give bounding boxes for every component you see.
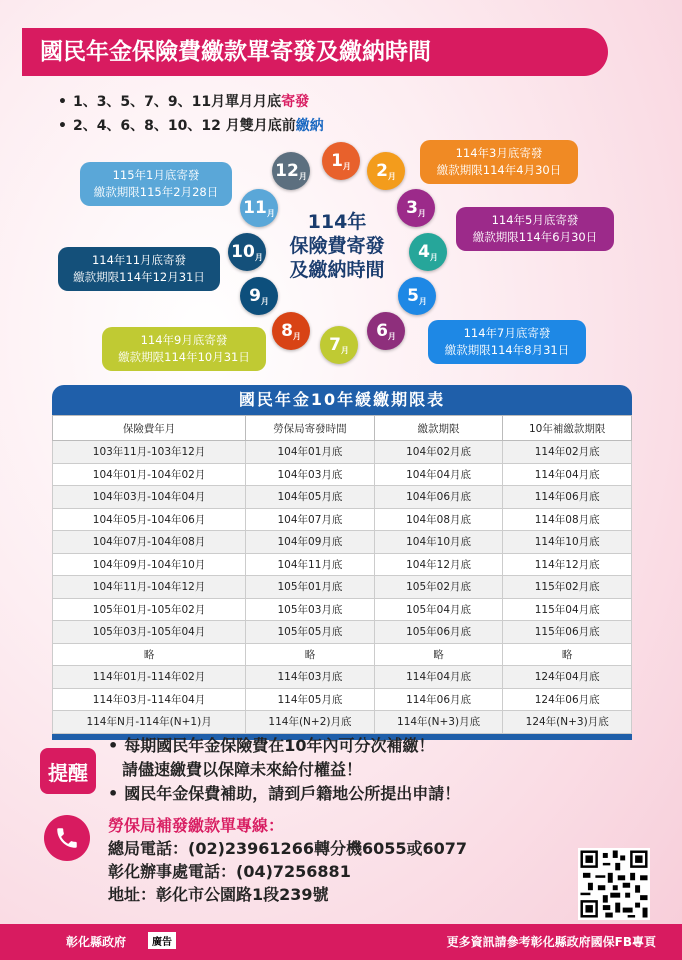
- table-row: [53, 688, 632, 711]
- table-cell: 104年04月底: [374, 463, 503, 486]
- table-row: [53, 643, 632, 666]
- table-title: 國民年金10年緩繳期限表: [52, 385, 632, 415]
- table-cell: 114年01月-114年02月: [53, 666, 246, 689]
- month-5: 5 月: [398, 277, 436, 315]
- table-cell: 略: [374, 643, 503, 666]
- table-cell: 104年03月-104年04月: [53, 486, 246, 509]
- table-cell: 105年04月底: [374, 598, 503, 621]
- remind-badge: 提醒: [40, 748, 96, 794]
- table-cell: 115年04月底: [503, 598, 632, 621]
- table-cell: 114年03月-114年04月: [53, 688, 246, 711]
- table-cell: 114年02月底: [503, 441, 632, 464]
- table-cell: 略: [246, 643, 375, 666]
- hotline-office: 彰化辦事處電話：(04)7256881: [108, 862, 351, 881]
- table-cell: 114年(N+3)月底: [374, 711, 503, 734]
- table-cell: 105年01月-105年02月: [53, 598, 246, 621]
- table-cell: 104年09月底: [246, 531, 375, 554]
- month-6: 6 月: [367, 312, 405, 350]
- table-cell: 114年06月底: [503, 486, 632, 509]
- month-12: 12 月: [272, 152, 310, 190]
- table-row: [53, 666, 632, 689]
- table-row: [53, 711, 632, 734]
- bubble-jul: 114年7月底寄發 繳款期限114年8月31日: [428, 320, 586, 364]
- table-cell: 103年11月-103年12月: [53, 441, 246, 464]
- table-cell: 104年07月底: [246, 508, 375, 531]
- table-row: [53, 531, 632, 554]
- table-row: [53, 553, 632, 576]
- month-10: 10 月: [228, 233, 266, 271]
- month-3: 3 月: [397, 189, 435, 227]
- footer-gov: 彰化縣政府: [66, 935, 127, 949]
- footer-more-link[interactable]: 更多資訊請參考彰化縣政府國保FB專頁: [446, 935, 656, 949]
- table-row: [53, 441, 632, 464]
- table-cell: 114年04月底: [503, 463, 632, 486]
- table-cell: 114年05月底: [246, 688, 375, 711]
- hotline-main: 總局電話：(02)23961266轉分機6055或6077: [108, 839, 468, 858]
- footer: [0, 924, 682, 960]
- table-cell: 114年03月底: [246, 666, 375, 689]
- table-cell: 104年03月底: [246, 463, 375, 486]
- bubble-jan: 115年1月底寄發 繳款期限115年2月28日: [80, 162, 232, 206]
- table-cell: 105年01月底: [246, 576, 375, 599]
- table-cell: 105年06月底: [374, 621, 503, 644]
- table-cell: 104年01月底: [246, 441, 375, 464]
- table-cell: 104年05月底: [246, 486, 375, 509]
- table-cell: 104年06月底: [374, 486, 503, 509]
- table-header: 10年補繳款期限: [503, 416, 632, 441]
- remind-text: • 每期國民年金保險費在10年內可分次補繳！ 請儘速繳費以保障未來給付權益！ • 國民年金保費補助，請到戶籍地公所提出申請！: [108, 736, 461, 803]
- table-cell: 104年12月底: [374, 553, 503, 576]
- table-row: [53, 508, 632, 531]
- month-circle: [0, 0, 682, 380]
- month-8: 8 月: [272, 312, 310, 350]
- month-7: 7 月: [320, 326, 358, 364]
- table-cell: 114年10月底: [503, 531, 632, 554]
- table-cell: 略: [53, 643, 246, 666]
- table-cell: 115年06月底: [503, 621, 632, 644]
- table-row: [53, 576, 632, 599]
- hotline-heading: 勞保局補發繳款單專線：: [108, 816, 285, 835]
- table-cell: 104年05月-104年06月: [53, 508, 246, 531]
- bullet-send: • 1、3、5、7、9、11月單月月底寄發: [58, 94, 310, 110]
- hotline-address: 地址：彰化市公園路1段239號: [108, 885, 329, 904]
- bubble-may: 114年5月底寄發 繳款期限114年6月30日: [456, 207, 614, 251]
- table-cell: 104年01月-104年02月: [53, 463, 246, 486]
- page-title: 國民年金保險費繳款單寄發及繳納時間: [22, 28, 608, 76]
- table-cell: 104年10月底: [374, 531, 503, 554]
- table-row: [53, 621, 632, 644]
- phone-icon: [44, 815, 90, 861]
- table-cell: 104年11月-104年12月: [53, 576, 246, 599]
- table-body: [53, 441, 632, 734]
- table-header: 繳款期限: [374, 416, 503, 441]
- bullet-pay: • 2、4、6、8、10、12 月雙月底前繳納: [58, 118, 324, 134]
- table-cell: 104年11月底: [246, 553, 375, 576]
- table-cell: 105年03月底: [246, 598, 375, 621]
- bubble-mar: 114年3月底寄發 繳款期限114年4月30日: [420, 140, 578, 184]
- table-cell: 114年N月-114年(N+1)月: [53, 711, 246, 734]
- bubble-nov: 114年11月底寄發 繳款期限114年12月31日: [58, 247, 220, 291]
- table-cell: 105年03月-105年04月: [53, 621, 246, 644]
- table-cell: 略: [503, 643, 632, 666]
- table-cell: 115年02月底: [503, 576, 632, 599]
- table-cell: 104年07月-104年08月: [53, 531, 246, 554]
- hotline-info: [108, 814, 467, 906]
- table-cell: 105年05月底: [246, 621, 375, 644]
- month-9: 9 月: [240, 277, 278, 315]
- table-header: 保險費年月: [53, 416, 246, 441]
- table-row: [53, 598, 632, 621]
- table-row: [53, 463, 632, 486]
- table-row: [53, 486, 632, 509]
- month-11: 11 月: [240, 189, 278, 227]
- table-cell: 114年12月底: [503, 553, 632, 576]
- center-title: 114年 保險費寄發 及繳納時間: [289, 211, 385, 281]
- month-1: 1 月: [322, 142, 360, 180]
- table-cell: 114年04月底: [374, 666, 503, 689]
- table-cell: 104年08月底: [374, 508, 503, 531]
- qr-code[interactable]: [578, 848, 650, 920]
- footer-ad-tag: 廣告: [148, 932, 176, 949]
- table-cell: 124年06月底: [503, 688, 632, 711]
- table-cell: 114年06月底: [374, 688, 503, 711]
- table-cell: 124年(N+3)月底: [503, 711, 632, 734]
- month-2: 2 月: [367, 152, 405, 190]
- table-cell: 124年04月底: [503, 666, 632, 689]
- table-cell: 104年02月底: [374, 441, 503, 464]
- month-4: 4 月: [409, 233, 447, 271]
- deferment-table: [52, 385, 632, 740]
- table-cell: 104年09月-104年10月: [53, 553, 246, 576]
- table-header: 勞保局寄發時間: [246, 416, 375, 441]
- table-cell: 105年02月底: [374, 576, 503, 599]
- table-cell: 114年(N+2)月底: [246, 711, 375, 734]
- table-cell: 114年08月底: [503, 508, 632, 531]
- bubble-sep: 114年9月底寄發 繳款期限114年10月31日: [102, 327, 266, 371]
